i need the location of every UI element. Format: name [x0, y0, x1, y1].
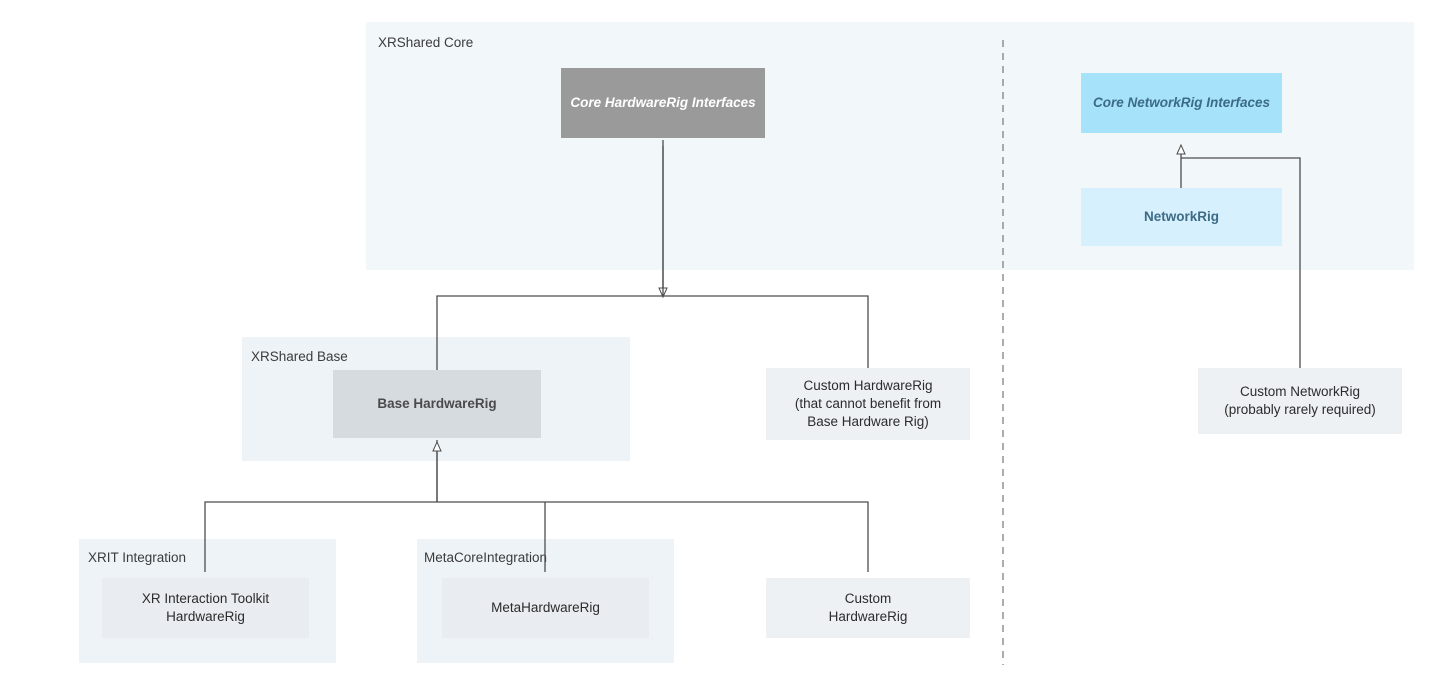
node-custom-hardwarerig-nobase[interactable]: [766, 368, 970, 440]
node-label-line-1: Custom: [844, 590, 892, 606]
node-label-line-1: XR Interaction Toolkit: [141, 590, 270, 606]
node-label: Base HardwareRig: [377, 395, 497, 411]
group-label-xrit-integration: XRIT Integration: [88, 550, 187, 565]
group-label-xrshared-core: XRShared Core: [378, 35, 474, 50]
node-xrit-hardwarerig[interactable]: [102, 578, 309, 638]
group-label-xrshared-base: XRShared Base: [251, 349, 348, 364]
node-custom-hardwarerig[interactable]: [766, 578, 970, 638]
node-label: Core NetworkRig Interfaces: [1092, 94, 1271, 110]
node-label-line-2: (probably rarely required): [1224, 402, 1376, 417]
node-meta-hardwarerig[interactable]: [442, 578, 649, 638]
node-label: NetworkRig: [1143, 208, 1219, 224]
node-label-line-3: Base Hardware Rig): [807, 414, 929, 430]
node-networkrig[interactable]: [1081, 188, 1282, 246]
node-label-line-2: HardwareRig: [828, 609, 908, 624]
node-label: Core HardwareRig Interfaces: [570, 94, 756, 110]
node-label-line-2: (that cannot benefit from: [794, 395, 942, 411]
node-label-line-2: HardwareRig: [166, 609, 245, 624]
group-label-metacore-integration: MetaCoreIntegration: [424, 550, 548, 565]
node-label-line-1: Custom HardwareRig: [803, 377, 933, 393]
node-custom-networkrig[interactable]: [1198, 368, 1402, 434]
node-core-hardwarerig-interfaces[interactable]: [561, 68, 765, 138]
node-base-hardwarerig[interactable]: [333, 370, 541, 438]
node-label-line-1: Custom NetworkRig: [1239, 383, 1361, 399]
node-label: MetaHardwareRig: [491, 599, 600, 615]
node-core-networkrig-interfaces[interactable]: [1081, 73, 1282, 133]
